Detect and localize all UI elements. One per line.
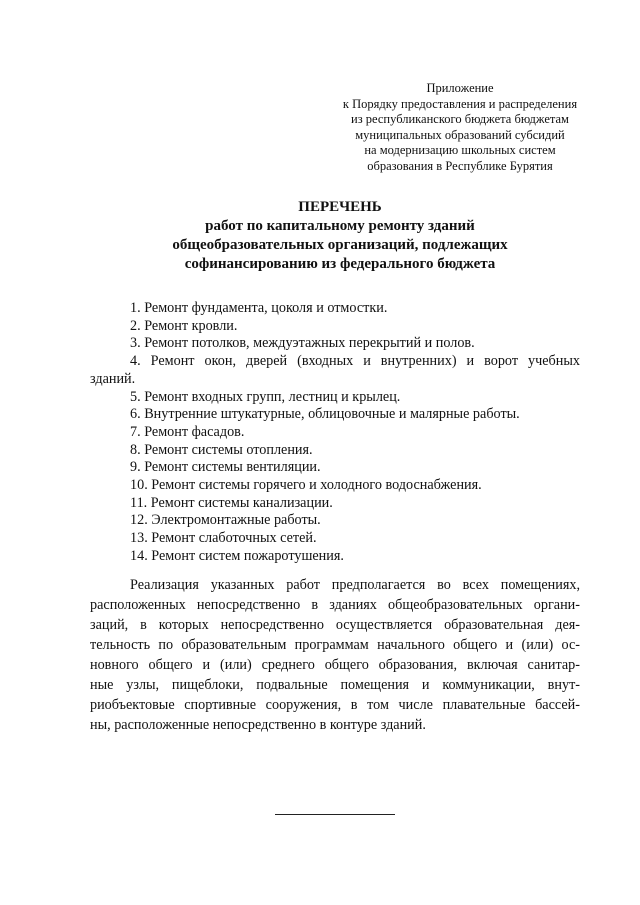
list-item: 12. Электромонтажные работы. — [130, 512, 321, 529]
list-item: 7. Ремонт фасадов. — [130, 423, 245, 440]
list-item: 13. Ремонт слаботочных сетей. — [130, 530, 317, 547]
appendix-line: Приложение — [426, 81, 494, 95]
paragraph-line: новного общего и (или) среднего общего образования, включая санитар- — [90, 657, 580, 673]
appendix-line: к Порядку предоставления и распределения — [342, 96, 578, 111]
paragraph-line: заций, в которых непосредственно осуществляется образовательная дея- — [90, 617, 580, 633]
paragraph-line: ны, расположенные непосредственно в контуре зданий. — [90, 717, 426, 733]
list-item: 9. Ремонт системы вентиляции. — [130, 459, 321, 476]
appendix-line: муниципальных образований субсидий — [355, 127, 565, 142]
list-item — [90, 353, 580, 388]
closing-divider — [275, 814, 395, 815]
title-line: работ по капитальному ремонту зданий — [205, 218, 475, 234]
list-item: 2. Ремонт кровли. — [130, 317, 238, 334]
works-list — [90, 300, 580, 566]
list-item: 3. Ремонт потолков, междуэтажных перекрытий и полов. — [130, 335, 475, 352]
list-item: 1. Ремонт фундамента, цоколя и отмостки. — [130, 300, 388, 316]
list-item: 6. Внутренние штукатурные, облицовочные и малярные работы. — [130, 406, 520, 423]
title-line: софинансированию из федерального бюджета — [184, 256, 496, 272]
appendix-line: из республиканского бюджета бюджетам — [351, 112, 569, 127]
appendix-block — [320, 81, 600, 175]
title-heading: ПЕРЕЧЕНЬ — [298, 199, 382, 215]
appendix-line: образования в Республике Бурятия — [367, 158, 553, 173]
paragraph-line: риобъектовые спортивные сооружения, в том числе плавательные бассей- — [90, 697, 580, 713]
list-item: 5. Ремонт входных групп, лестниц и крылец. — [130, 388, 401, 405]
document-title — [90, 198, 590, 274]
paragraph-line: тельность по образовательным программам начального общего и (или) ос- — [90, 637, 580, 653]
list-item: 14. Ремонт систем пожаротушения. — [130, 547, 344, 564]
paragraph-line: Реализация указанных работ предполагается во всех помещениях, — [130, 577, 580, 593]
list-item-line: 4. Ремонт окон, дверей (входных и внутренних) и ворот учебных — [130, 353, 580, 370]
body-paragraph — [90, 575, 580, 735]
paragraph-line: расположенных непосредственно в зданиях общеобразовательных органи- — [90, 597, 580, 613]
list-item: 10. Ремонт системы горячего и холодного водоснабжения. — [130, 477, 482, 494]
appendix-line: на модернизацию школьных систем — [364, 143, 556, 158]
title-line: общеобразовательных организаций, подлежащих — [172, 237, 508, 253]
list-item: 11. Ремонт системы канализации. — [130, 494, 333, 511]
paragraph-line: ные узлы, пищеблоки, подвальные помещения и коммуникации, внут- — [90, 677, 580, 693]
list-item: 8. Ремонт системы отопления. — [130, 441, 313, 458]
list-item-line: зданий. — [90, 370, 136, 387]
